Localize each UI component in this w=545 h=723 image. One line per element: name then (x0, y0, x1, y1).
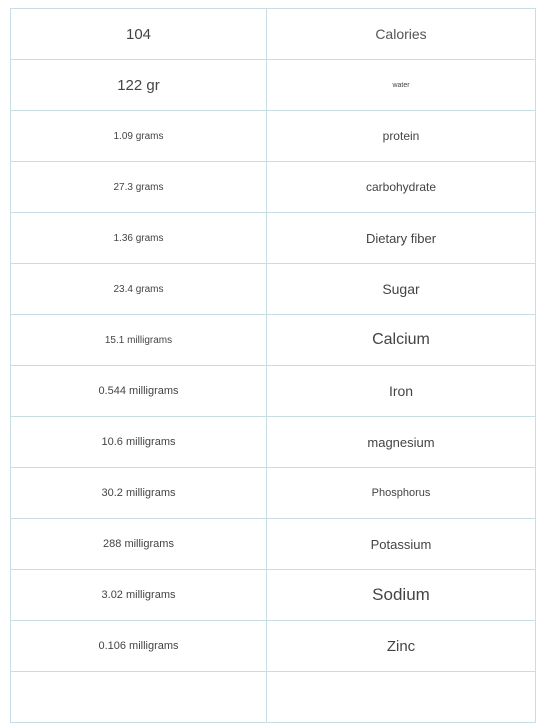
nutrient-cell: Dietary fiber (267, 213, 536, 264)
table-row (11, 672, 536, 723)
amount-cell: 15.1 milligrams (11, 315, 267, 366)
nutrient-cell: Calcium (267, 315, 536, 366)
amount-cell: 3.02 milligrams (11, 570, 267, 621)
table-row (11, 9, 536, 60)
nutrient-cell: Sugar (267, 264, 536, 315)
amount-cell: 1.36 grams (11, 213, 267, 264)
nutrient-cell: Iron (267, 366, 536, 417)
nutrient-cell (267, 672, 536, 723)
table-row (11, 315, 536, 366)
table-row (11, 366, 536, 417)
nutrient-cell: Phosphorus (267, 468, 536, 519)
amount-cell: 122 gr (11, 60, 267, 111)
table-row (11, 60, 536, 111)
nutrient-cell: protein (267, 111, 536, 162)
nutrient-cell: Sodium (267, 570, 536, 621)
nutrient-cell: magnesium (267, 417, 536, 468)
amount-cell: 10.6 milligrams (11, 417, 267, 468)
table-row (11, 417, 536, 468)
nutrient-cell: Potassium (267, 519, 536, 570)
nutrient-cell: Calories (267, 9, 536, 60)
table-row (11, 621, 536, 672)
amount-cell: 104 (11, 9, 267, 60)
table-row (11, 213, 536, 264)
table-row (11, 519, 536, 570)
nutrient-cell: Zinc (267, 621, 536, 672)
table-row (11, 570, 536, 621)
amount-cell: 30.2 milligrams (11, 468, 267, 519)
amount-cell: 1.09 grams (11, 111, 267, 162)
nutrition-table-body (11, 9, 536, 723)
amount-cell: 0.106 milligrams (11, 621, 267, 672)
table-row (11, 111, 536, 162)
table-row (11, 468, 536, 519)
amount-cell: 23.4 grams (11, 264, 267, 315)
nutrient-cell: water (267, 60, 536, 111)
nutrient-cell: carbohydrate (267, 162, 536, 213)
table-row (11, 162, 536, 213)
nutrition-table (10, 8, 536, 723)
amount-cell (11, 672, 267, 723)
amount-cell: 288 milligrams (11, 519, 267, 570)
table-row (11, 264, 536, 315)
amount-cell: 27.3 grams (11, 162, 267, 213)
amount-cell: 0.544 milligrams (11, 366, 267, 417)
